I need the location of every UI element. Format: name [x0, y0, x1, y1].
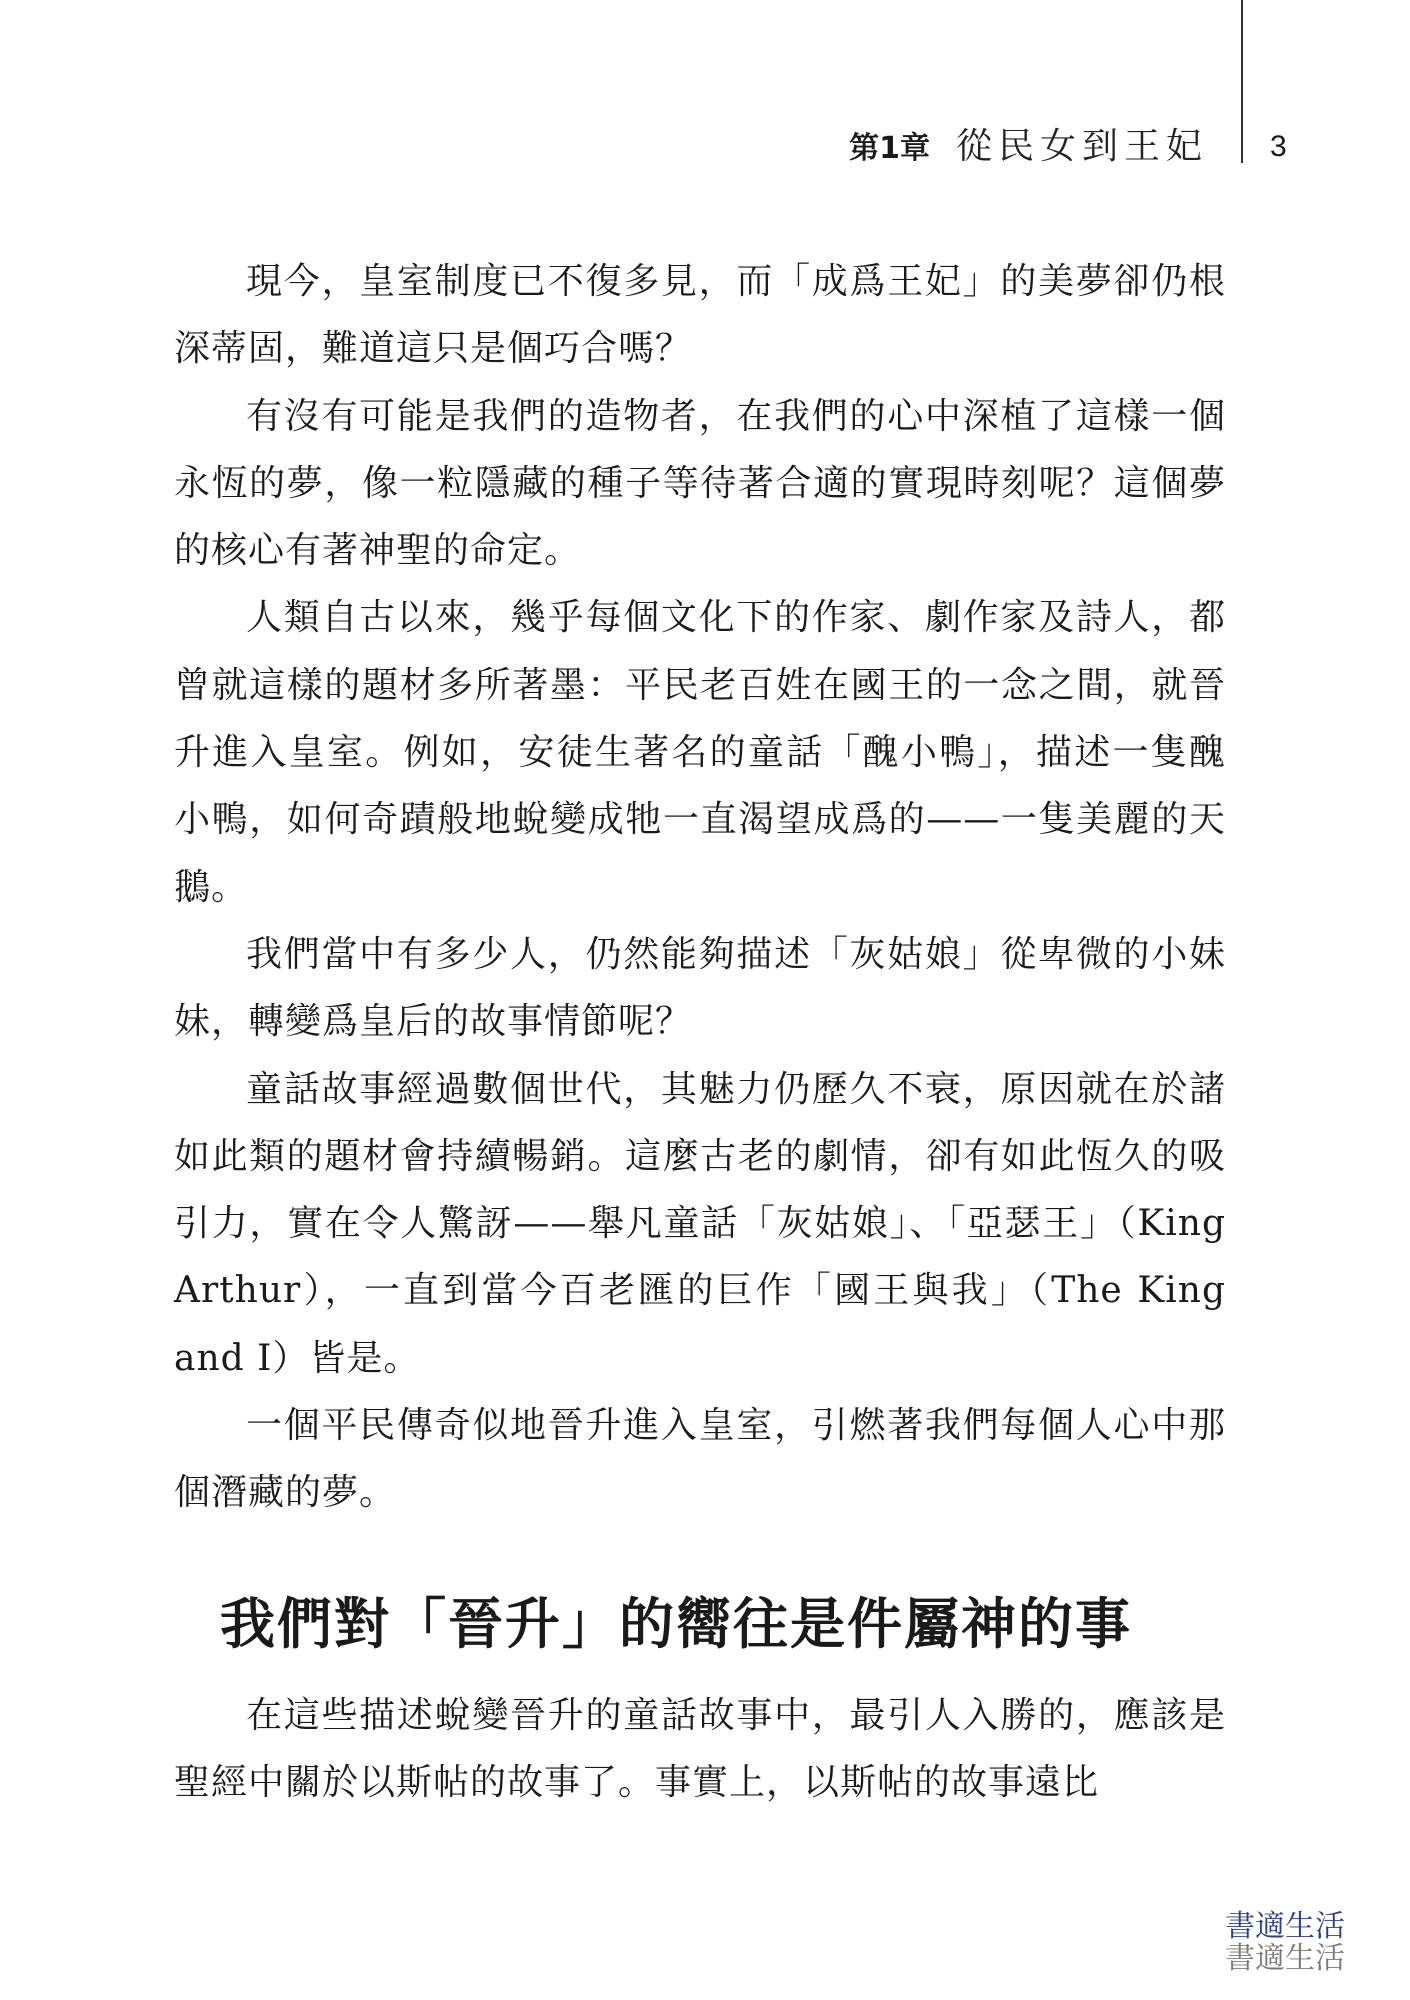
section-body-text [174, 1682, 1226, 1817]
body-text [174, 248, 1226, 1527]
paragraph: 現今，皇室制度已不復多見，而「成爲王妃」的美夢卻仍根深蒂固，難道這只是個巧合嗎？ [174, 261, 1226, 370]
paragraph: 在這些描述蛻變晉升的童話故事中，最引人入勝的，應該是聖經中關於以斯帖的故事了。事實上，以斯帖的故事遠比 [174, 1695, 1226, 1804]
watermark-line: 書適生活 [1225, 1941, 1345, 1976]
paragraph: 有沒有可能是我們的造物者，在我們的心中深植了這樣一個永恆的夢，像一粒隱藏的種子等待著合適的實現時刻呢？這個夢的核心有著神聖的命定。 [174, 395, 1226, 572]
running-header [849, 118, 1208, 169]
chapter-title: 從民女到王妃 [955, 126, 1208, 167]
header-vertical-rule [1241, 0, 1243, 163]
paragraph: 我們當中有多少人，仍然能夠描述「灰姑娘」從卑微的小妹妹，轉變爲皇后的故事情節呢？ [174, 933, 1226, 1043]
paragraph: 童話故事經過數個世代，其魅力仍歷久不衰，原因就在於諸如此類的題材會持續暢銷。這麼古老的劇情，卻有如此恆久的吸引力，實在令人驚訝——舉凡童話「灰姑娘」、「亞瑟王」（King Arthur），一直到當今百老匯的巨作「國王與我」（The King and I）皆是。 [174, 1068, 1226, 1379]
watermark-line: 書適生活 [1225, 1909, 1345, 1944]
paragraph: 人類自古以來，幾乎每個文化下的作家、劇作家及詩人，都曾就這樣的題材多所著墨：平民老百姓在國王的一念之間，就晉升進入皇室。例如，安徒生著名的童話「醜小鴨」，描述一隻醜小鴨，如何奇蹟般地蛻變成牠一直渴望成爲的——一隻美麗的天鵝。 [174, 597, 1226, 908]
publisher-watermark [1225, 1911, 1345, 1975]
section-heading: 我們對「晉升」的嚮往是件屬神的事 [220, 1592, 1133, 1656]
paragraph: 一個平民傳奇似地晉升進入皇室，引燃著我們每個人心中那個潛藏的夢。 [174, 1405, 1226, 1514]
chapter-label: 第1章 [849, 131, 930, 166]
page-number: 3 [1270, 130, 1287, 163]
